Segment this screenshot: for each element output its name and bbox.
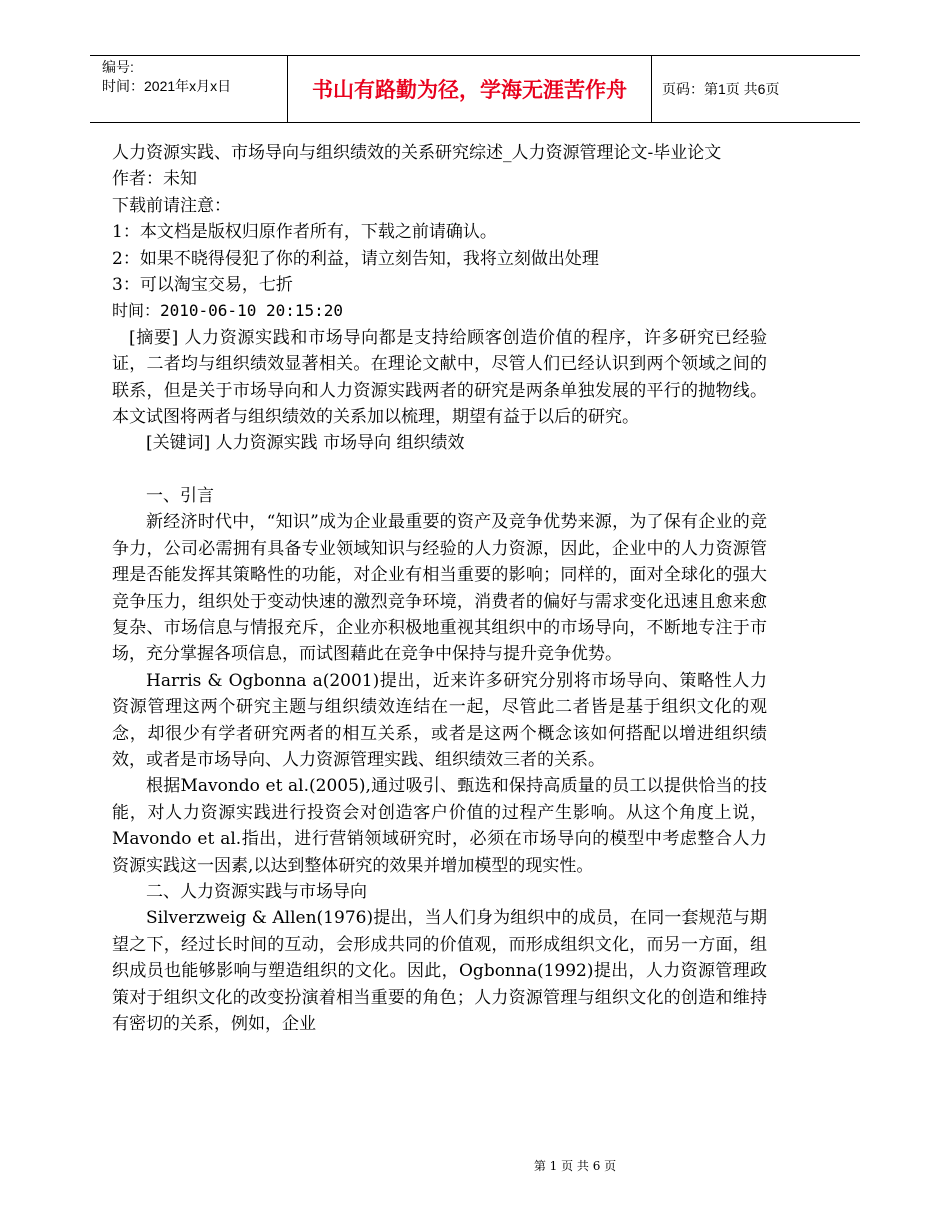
header-left-cell [90,56,287,122]
document-title: 人力资源实践、市场导向与组织绩效的关系研究综述_人力资源管理论文-毕业论文 [112,143,722,163]
page-footer [0,1157,950,1174]
notice-title: 下载前请注意： [112,195,231,216]
section-heading: 二、人力资源实践与市场导向 [146,881,367,902]
document-body [112,140,767,1037]
header-motto: 书山有路勤为径，学海无涯苦作舟 [287,56,652,122]
footer-page-number: 第 1 页 共 6 页 [533,1159,617,1173]
header-date: 时间：2021年x月x日 [102,78,232,94]
publish-datetime: 时间：2010-06-10 20:15:20 [112,301,344,321]
header-page-info: 页码：第1页 共6页 [662,81,780,97]
page-header [90,55,860,123]
keywords-line: [关键词] 人力资源实践 市场导向 组织绩效 [146,433,465,454]
body-paragraph: 根据Mavondo et al.(2005),通过吸引、甄选和保持高质量的员工以提供恰当的技能，对人力资源实践进行投资会对创造客户价值的过程产生影响。从这个角度上说，Mavondo et al.指出，进行营销领域研究时，必须在市场导向的模型中考虑整合人力资源实践这一因素,以达到整体研究的效果并增加模型的现实性。 [112,776,767,876]
doc-number-label: 编号: [102,59,134,75]
abstract-paragraph: [摘要] 人力资源实践和市场导向都是支持给顾客创造价值的程序，许多研究已经验证，二者均与组织绩效显著相关。在理论文献中，尽管人们已经认识到两个领域之间的联系，但是关于市场导向和人力资源实践两者的研究是两条单独发展的平行的抛物线。本文试图将两者与组织绩效的关系加以梳理，期望有益于以后的研究。 [112,327,767,428]
notice-item: 2：如果不晓得侵犯了你的利益，请立刻告知，我将立刻做出处理 [112,248,599,269]
body-paragraph: 新经济时代中，“知识”成为企业最重要的资产及竞争优势来源，为了保有企业的竞争力，公司必需拥有具备专业领域知识与经验的人力资源，因此，企业中的人力资源管理是否能发挥其策略性的功能，对企业有相当重要的影响；同样的，面对全球化的强大竞争压力，组织处于变动快速的激烈竞争环境，消费者的偏好与需求变化迅速且愈来愈复杂、市场信息与情报充斥，企业亦积极地重视其组织中的市场导向，不断地专注于市场，充分掌握各项信息，而试图藉此在竞争中保持与提升竞争优势。 [112,512,767,665]
notice-item: 1：本文档是版权归原作者所有，下载之前请确认。 [112,222,497,243]
author-line: 作者：未知 [112,169,197,190]
notice-item: 3：可以淘宝交易，七折 [112,275,293,296]
body-paragraph: Harris & Ogbonna a(2001)提出，近来许多研究分别将市场导向、策略性人力资源管理这两个研究主题与组织绩效连结在一起，尽管此二者皆是基于组织文化的观念，却很少有学者研究两者的相互关系，或者是这两个概念该如何搭配以增进组织绩效，或者是市场导向、人力资源管理实践、组织绩效三者的关系。 [112,670,767,770]
body-paragraph: Silverzweig & Allen(1976)提出，当人们身为组织中的成员，在同一套规范与期望之下，经过长时间的互动，会形成共同的价值观，而形成组织文化，而另一方面，组织成员也能够影响与塑造组织的文化。因此，Ogbonna(1992)提出，人力资源管理政策对于组织文化的改变扮演着相当重要的角色；人力资源管理与组织文化的创造和维持有密切的关系，例如，企业 [112,908,767,1034]
section-heading: 一、引言 [146,485,214,506]
blank-line [112,457,767,483]
